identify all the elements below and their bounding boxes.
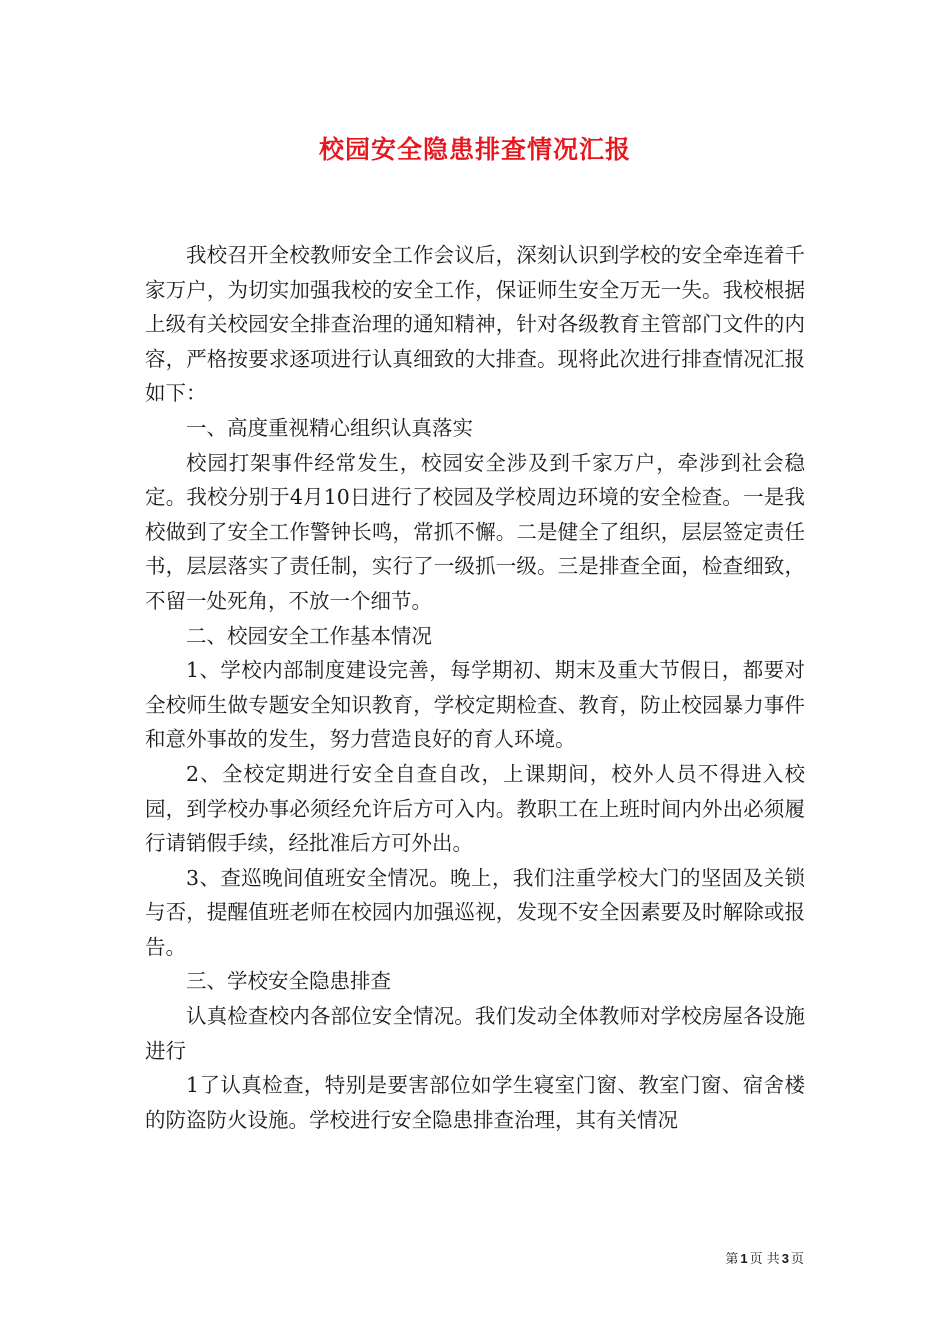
document-title: 校园安全隐患排查情况汇报 bbox=[318, 135, 631, 164]
page-number-footer bbox=[725, 1248, 804, 1267]
body-paragraph: 校园打架事件经常发生，校园安全涉及到千家万户，牵涉到社会稳定。我校分别于4月10日进行了校园及学校周边环境的安全检查。一是我校做到了安全工作警钟长鸣，常抓不懈。二是健全了组织，层层签定责任书，层层落实了责任制，实行了一级抓一级。三是排查全面，检查细致，不留一处死角，不放一个细节。 bbox=[145, 450, 805, 613]
body-paragraph: 2、全校定期进行安全自查自改，上课期间，校外人员不得进入校园，到学校办事必须经允许后方可入内。教职工在上班时间内外出必须履行请销假手续，经批准后方可外出。 bbox=[145, 761, 805, 856]
body-paragraph: 1了认真检查，特别是要害部位如学生寝室门窗、教室门窗、宿舍楼的防盗防火设施。学校进行安全隐患排查治理，其有关情况 bbox=[145, 1073, 805, 1132]
body-paragraph: 1、学校内部制度建设完善，每学期初、期末及重大节假日，都要对全校师生做专题安全知识教育，学校定期检查、教育，防止校园暴力事件和意外事故的发生，努力营造良好的育人环境。 bbox=[145, 658, 805, 752]
footer-prefix: 第 bbox=[725, 1252, 739, 1267]
section-heading: 三、学校安全隐患排查 bbox=[186, 969, 391, 994]
section-heading: 一、高度重视精心组织认真落实 bbox=[186, 415, 473, 440]
section-heading: 二、校园安全工作基本情况 bbox=[186, 623, 432, 648]
body-paragraph: 我校召开全校教师安全工作会议后，深刻认识到学校的安全牵连着千家万户，为切实加强我校的安全工作，保证师生安全万无一失。我校根据上级有关校园安全排查治理的通知精神，针对各级教育主管部门文件的内容，严格按要求逐项进行认真细致的大排查。现将此次进行排查情况汇报如下： bbox=[145, 243, 805, 406]
current-page-number: 1 bbox=[740, 1251, 748, 1266]
document-body bbox=[145, 238, 805, 1137]
body-paragraph: 认真检查校内各部位安全情况。我们发动全体教师对学校房屋各设施进行 bbox=[145, 1004, 805, 1063]
footer-suffix: 页 bbox=[790, 1252, 804, 1267]
total-pages-number: 3 bbox=[781, 1251, 789, 1266]
footer-middle: 页 共 bbox=[749, 1252, 780, 1267]
body-paragraph: 3、查巡晚间值班安全情况。晚上，我们注重学校大门的坚固及关锁与否，提醒值班老师在校园内加强巡视，发现不安全因素要及时解除或报告。 bbox=[145, 865, 805, 959]
